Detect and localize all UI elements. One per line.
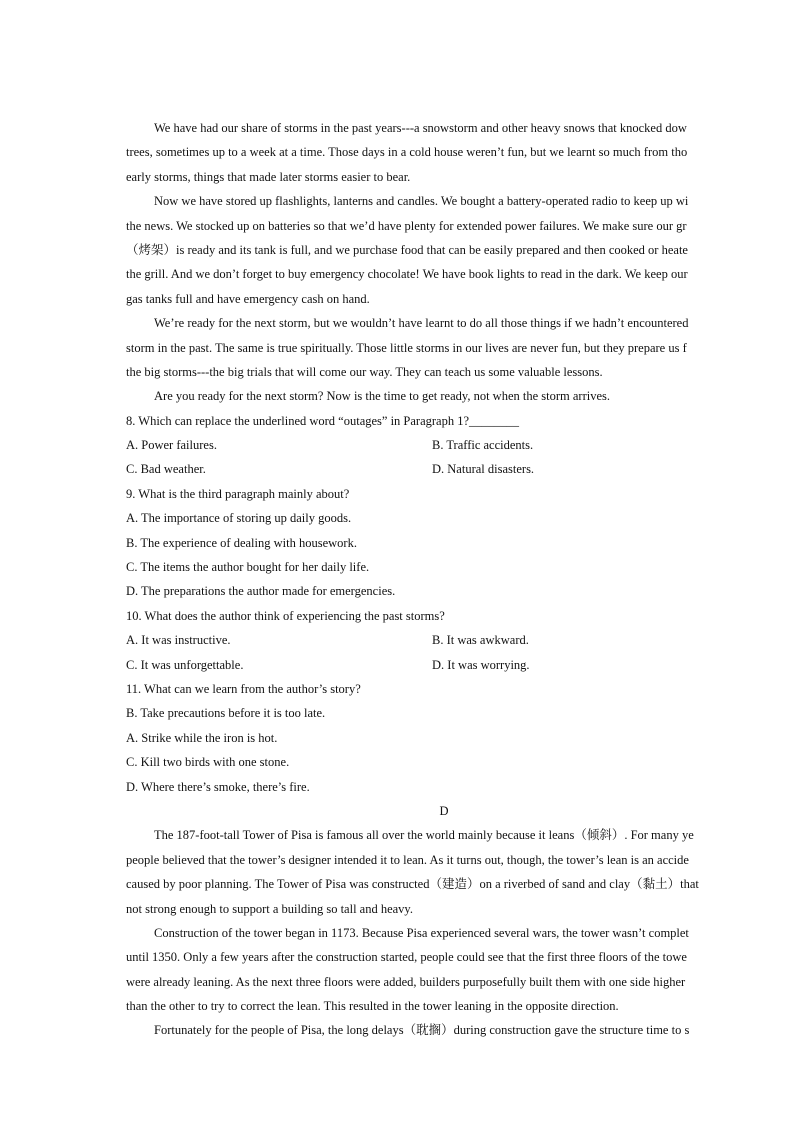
text-line: the news. We stocked up on batteries so that we’d have plenty for extended power failures. We make sure our gr [126, 218, 687, 233]
passage-d [126, 823, 738, 1043]
option-row [126, 653, 738, 677]
question-stem: 11. What can we learn from the author’s story? [126, 681, 361, 696]
option-a: A. The importance of storing up daily goods. [126, 511, 352, 526]
option-c: C. Bad weather. [126, 462, 206, 477]
text-line: not strong enough to support a building so tall and heavy. [126, 901, 413, 916]
option-row [126, 433, 738, 457]
option-b: B. The experience of dealing with housework. [126, 535, 357, 550]
option-d: D. It was worrying. [432, 657, 530, 672]
option-row [126, 457, 738, 481]
text-line: gas tanks full and have emergency cash on hand. [126, 291, 370, 306]
paragraph [126, 384, 738, 408]
option-a: A. Strike while the iron is hot. [126, 730, 278, 745]
paragraph [126, 189, 738, 311]
question-10 [126, 604, 738, 677]
text-line: We’re ready for the next storm, but we wouldn’t have learnt to do all those things if we hadn’t encountered [154, 316, 689, 331]
text-line: people believed that the tower’s designer intended it to lean. As it turns out, though, the tower’s lean is an accide [126, 852, 689, 867]
question-8 [126, 409, 738, 482]
text-line: until 1350. Only a few years after the construction started, people could see that the first three floors of the towe [126, 950, 687, 965]
text-line: Are you ready for the next storm? Now is the time to get ready, not when the storm arrives. [154, 389, 611, 404]
text-line: the big storms---the big trials that will come our way. They can teach us some valuable lessons. [126, 364, 603, 379]
text-line: storm in the past. The same is true spiritually. Those little storms in our lives are never fun, but they prepare us f [126, 340, 687, 355]
question-stem: 10. What does the author think of experiencing the past storms? [126, 608, 445, 623]
option-b: B. Take precautions before it is too late. [126, 706, 326, 721]
text-line: The 187-foot-tall Tower of Pisa is famous all over the world mainly because it leans（倾斜）. For many ye [154, 828, 694, 843]
paragraph [126, 823, 738, 921]
text-line: （烤架）is ready and its tank is full, and we purchase food that can be easily prepared and then cooked or heate [126, 242, 688, 257]
text-line: early storms, things that made later storms easier to bear. [126, 169, 411, 184]
text-line: Now we have stored up flashlights, lanterns and candles. We bought a battery-operated radio to keep up wi [154, 194, 689, 209]
text-line: trees, sometimes up to a week at a time. Those days in a cold house weren’t fun, but we learnt so much from tho [126, 145, 688, 160]
text-line: Construction of the tower began in 1173. Because Pisa experienced several wars, the tower wasn’t complet [154, 925, 689, 940]
text-line: We have had our share of storms in the past years---a snowstorm and other heavy snows that knocked dow [154, 121, 687, 135]
passage-c [126, 116, 738, 409]
option-a: A. It was instructive. [126, 633, 231, 648]
option-d: D. Natural disasters. [432, 462, 535, 477]
paragraph [126, 1018, 738, 1042]
option-c: C. Kill two birds with one stone. [126, 755, 290, 770]
question-stem: 8. Which can replace the underlined word “outages” in Paragraph 1?________ [126, 413, 520, 428]
option-c: C. The items the author bought for her daily life. [126, 560, 370, 575]
option-d: D. Where there’s smoke, there’s fire. [126, 779, 310, 794]
question-11 [126, 677, 738, 799]
page-content [126, 116, 738, 1043]
option-b: B. It was awkward. [432, 633, 529, 648]
paragraph [126, 921, 738, 1019]
text-line: were already leaning. As the next three floors were added, builders purposefully built them with one side higher [126, 974, 686, 989]
option-b: B. Traffic accidents. [432, 438, 534, 453]
option-a: A. Power failures. [126, 438, 217, 453]
text-line: the grill. And we don’t forget to buy emergency chocolate! We have book lights to read in the dark. We keep our [126, 267, 688, 282]
text-line: caused by poor planning. The Tower of Pisa was constructed（建造）on a riverbed of sand and clay（黏土）that [126, 877, 699, 892]
option-row [126, 628, 738, 652]
option-d: D. The preparations the author made for emergencies. [126, 584, 396, 599]
text-line: Fortunately for the people of Pisa, the long delays（耽搁）during construction gave the structure time to s [154, 1023, 690, 1038]
paragraph [126, 311, 738, 384]
option-c: C. It was unforgettable. [126, 657, 244, 672]
paragraph [126, 116, 738, 189]
question-9 [126, 482, 738, 604]
text-line: than the other to try to correct the lean. This resulted in the tower leaning in the opposite direction. [126, 999, 619, 1014]
section-heading: D [439, 803, 449, 818]
question-stem: 9. What is the third paragraph mainly about? [126, 486, 350, 501]
